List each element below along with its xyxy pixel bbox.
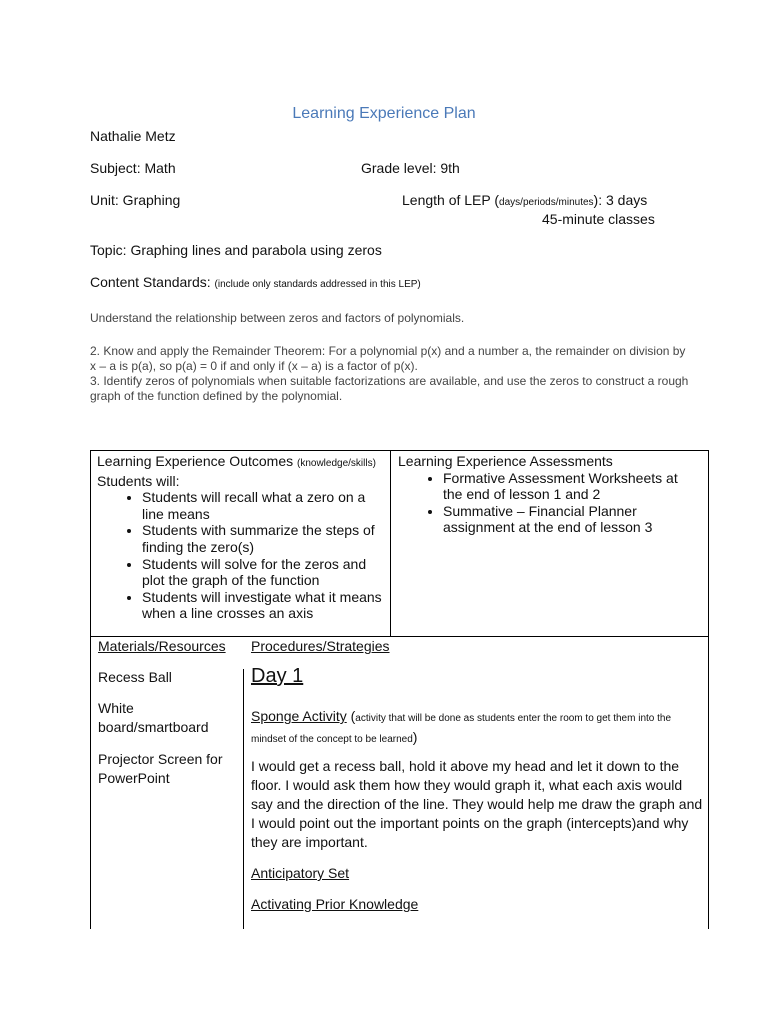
sponge-activity (251, 707, 706, 749)
day-heading: Day 1 (251, 665, 304, 687)
outcomes-intro: Students will: (97, 472, 180, 489)
lep-length-classes: 45-minute classes (542, 211, 655, 227)
content-standards-label: Content Standards: (90, 274, 215, 290)
document-title: Learning Experience Plan (292, 105, 476, 122)
assessments-header: Learning Experience Assessments (398, 453, 613, 469)
unit: Unit: Graphing (90, 192, 181, 208)
list-item: • Students will recall what a zero on a line means (142, 489, 384, 522)
assessments-cell (391, 451, 708, 636)
materials-procedures-row (91, 637, 708, 929)
outcomes-header-label: Learning Experience Outcomes (97, 453, 297, 469)
content-standards-note: (include only standards addressed in this LEP) (214, 279, 421, 290)
procedures-header: Procedures/Strategies (251, 638, 390, 654)
outcomes-list (97, 489, 384, 622)
column-divider (243, 669, 244, 929)
list-item: • Students will solve for the zeros and plot the graph of the function (142, 556, 384, 589)
material-item: Projector Screen for PowerPoint (98, 751, 223, 786)
lep-table (90, 450, 709, 929)
topic: Topic: Graphing lines and parabola using zeros (90, 242, 382, 258)
sponge-activity-label: Sponge Activity (251, 708, 347, 724)
list-item: • Formative Assessment Worksheets at the end of lesson 1 and 2 (443, 470, 701, 503)
material-item: Recess Ball (98, 669, 172, 685)
outcomes-assessments-row (91, 451, 708, 637)
assessments-list (398, 470, 701, 536)
outcomes-header (97, 453, 384, 473)
materials-header: Materials/Resources (98, 638, 226, 654)
prior-knowledge-heading: Activating Prior Knowledge (251, 896, 419, 912)
material-item: White board/smartboard (98, 700, 209, 735)
standard-intro: Understand the relationship between zeros and factors of polynomials. (90, 311, 465, 325)
outcomes-header-note: (knowledge/skills) (297, 458, 376, 469)
content-standards-heading (90, 273, 421, 294)
sponge-paren-open: ( (346, 708, 356, 724)
sponge-activity-text: I would get a recess ball, hold it above my head and let it down to the floor. I would ask them how they would graph it, what each axis would say and the direction of the line. They would help me draw the graph and I would point out the important points on the graph (intercepts)and why they are important. (251, 758, 703, 850)
list-item: • Students with summarize the steps of finding the zero(s) (142, 522, 384, 555)
list-item: • Summative – Financial Planner assignment at the end of lesson 3 (443, 503, 701, 536)
lep-length-units: days/periods/minutes (499, 197, 594, 208)
standard-2: 2. Know and apply the Remainder Theorem: For a polynomial p(x) and a number a, the remainder on division by x – a is p(a), so p(a) = 0 if and only if (x – a) is a factor of p(x). (90, 344, 686, 373)
outcomes-cell (91, 451, 391, 636)
lep-length-label: Length of LEP ( (402, 192, 500, 208)
standard-3: 3. Identify zeros of polynomials when suitable factorizations are available, and use the zeros to construct a rough graph of the function defined by the polynomial. (90, 374, 689, 403)
list-item: • Students will investigate what it means when a line crosses an axis (142, 589, 384, 622)
sponge-paren-close: ) (412, 729, 418, 745)
anticipatory-set-heading: Anticipatory Set (251, 865, 350, 881)
sponge-activity-note: activity that will be done as students enter the room to get them into the mindset of the concept to be learned (251, 713, 672, 745)
lep-length-value: ): 3 days (593, 192, 648, 208)
lep-length (402, 191, 647, 212)
author-name: Nathalie Metz (90, 128, 176, 144)
subject: Subject: Math (90, 160, 176, 176)
grade-level: Grade level: 9th (361, 160, 460, 176)
